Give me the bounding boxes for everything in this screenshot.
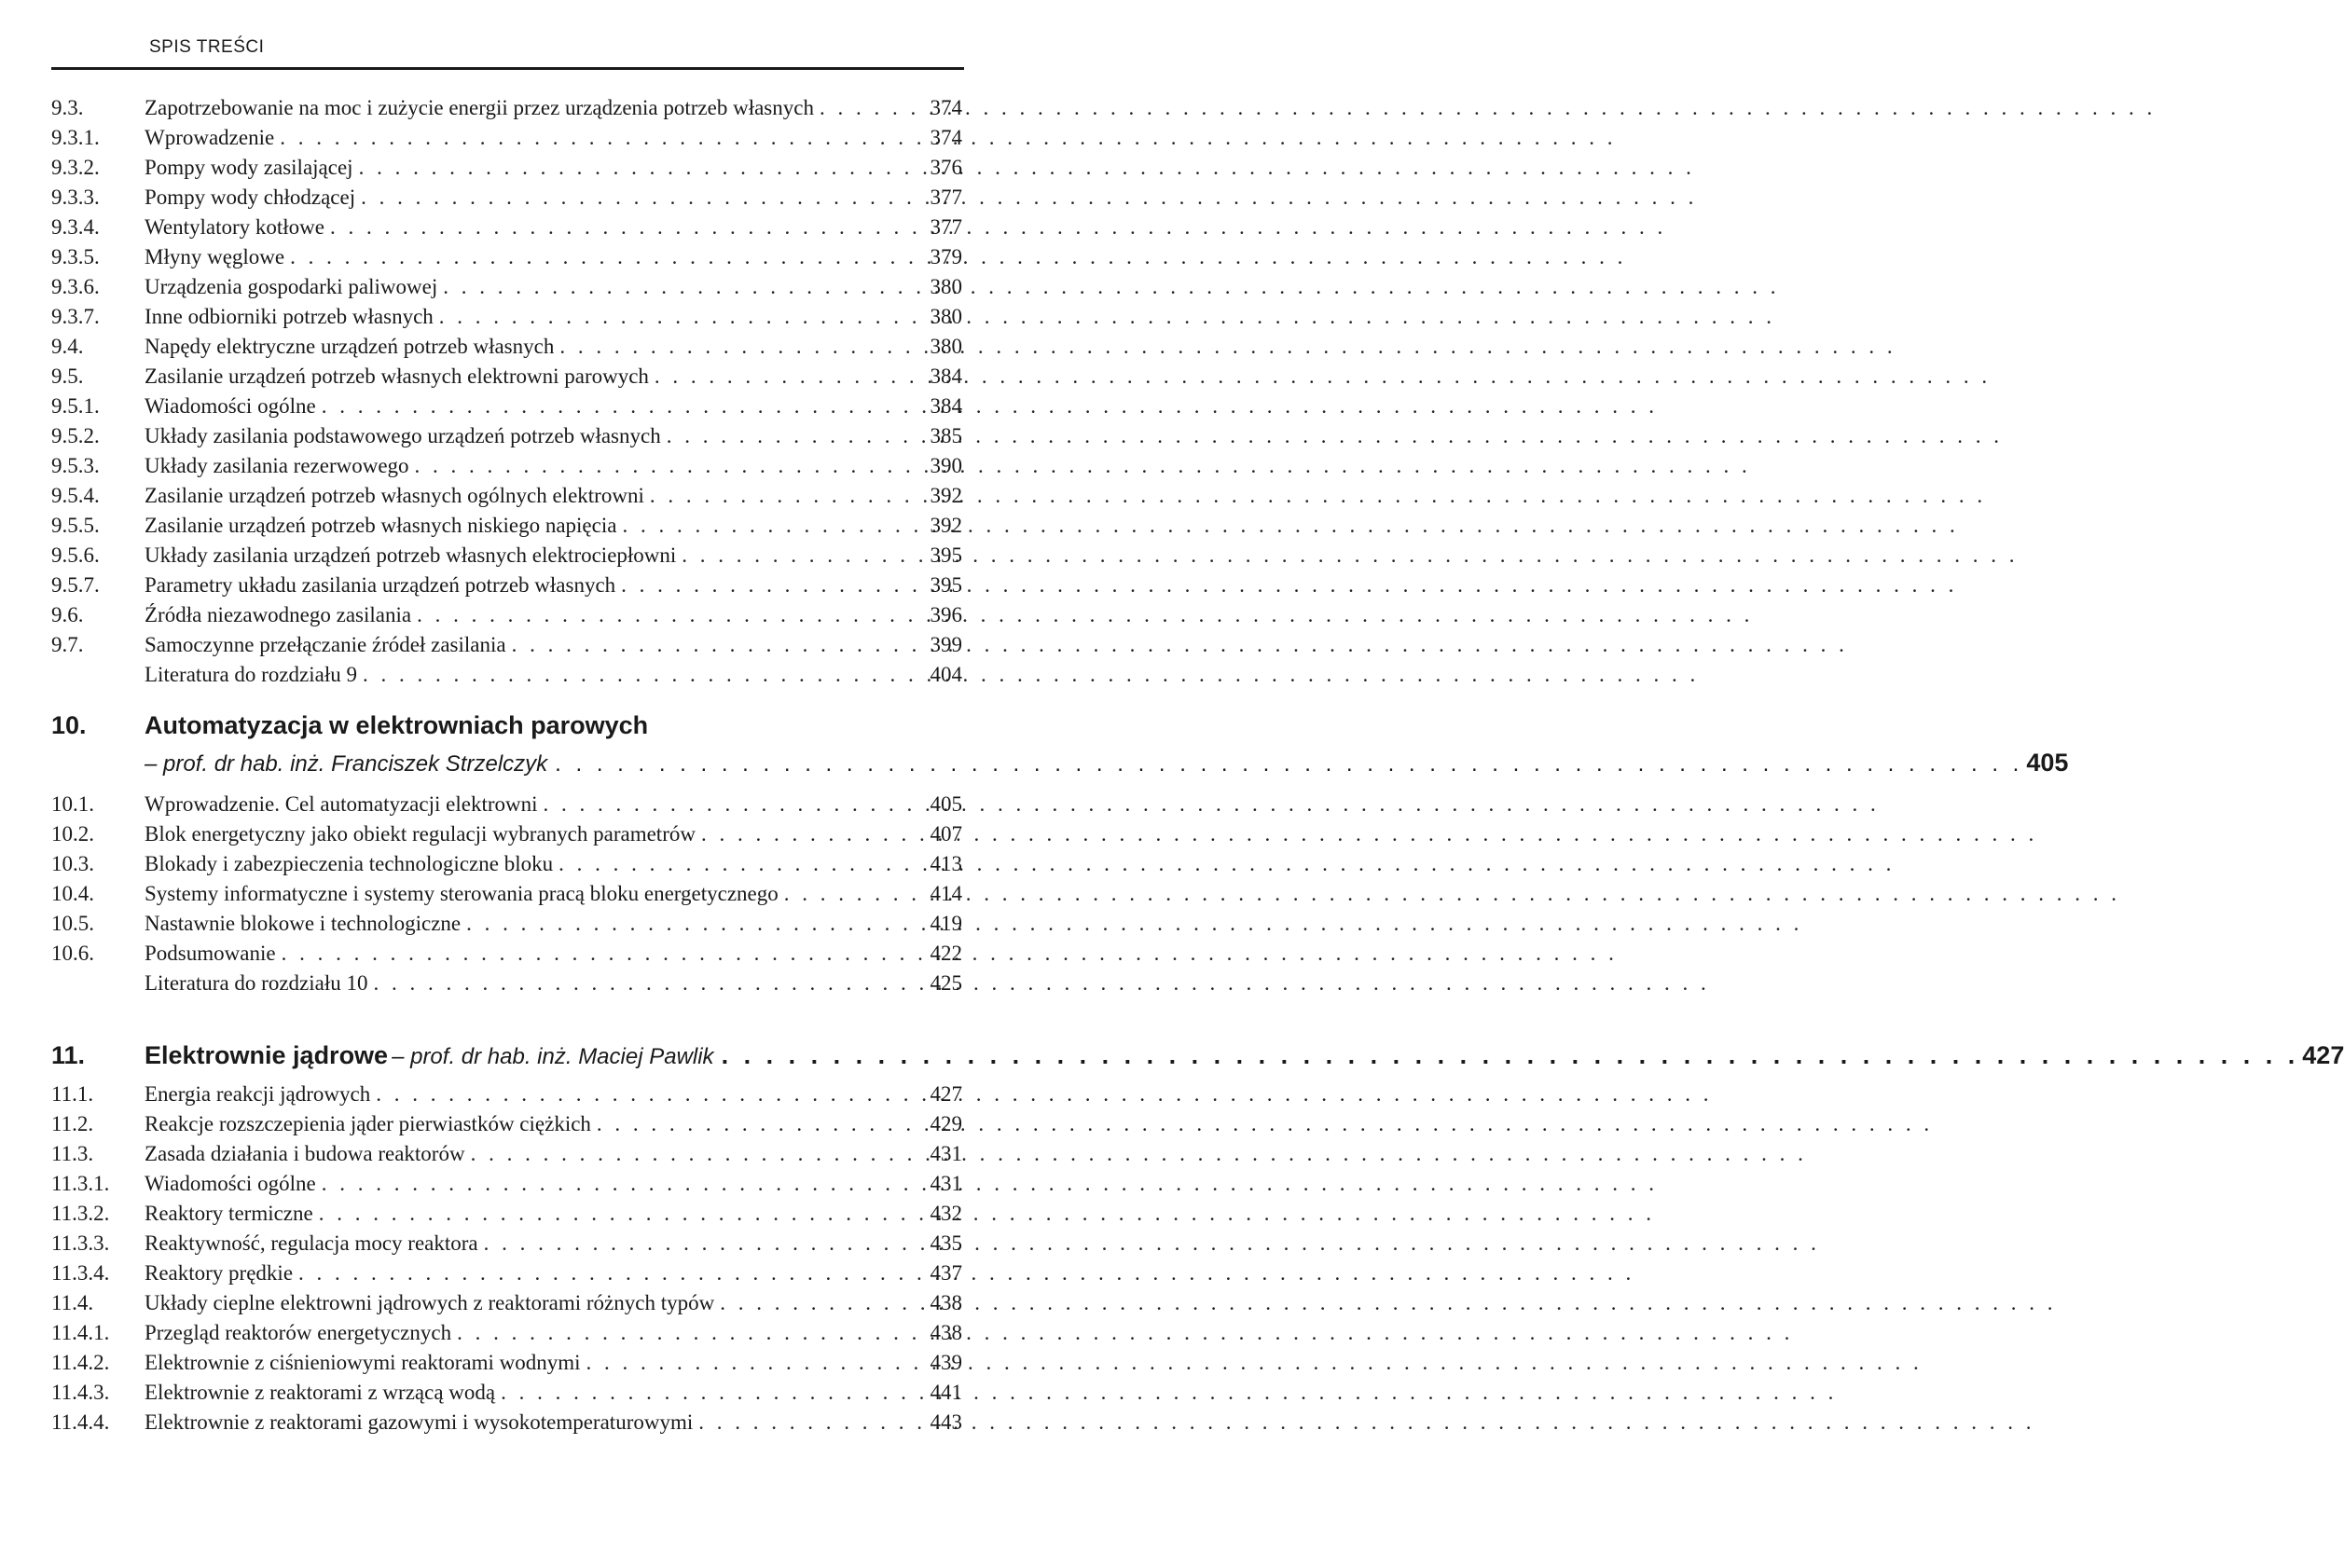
toc-entry <box>51 511 962 541</box>
dot-leader <box>784 879 919 909</box>
entry-title: Systemy informatyczne i systemy sterowania pracą bloku energetycznego <box>145 882 779 905</box>
entry-page-number: 380 <box>930 335 962 358</box>
entry-title: Urządzenia gospodarki paliwowej <box>145 275 438 298</box>
entry-page-number: 438 <box>930 1321 962 1344</box>
dot-leader <box>330 213 919 242</box>
entry-number: 10.5. <box>51 912 94 935</box>
dot-leader <box>701 819 919 849</box>
dot-leader <box>443 272 919 302</box>
toc-entry <box>51 1169 962 1199</box>
entry-title: Blok energetyczny jako obiekt regulacji wybranych parametrów <box>145 822 696 846</box>
entry-page-number: 395 <box>930 573 962 597</box>
dot-leader <box>466 909 919 939</box>
toc-entry <box>51 93 962 123</box>
dot-leader <box>698 1408 919 1437</box>
toc-block-chapter-9 <box>51 93 962 690</box>
entry-title: Wentylatory kotłowe <box>145 215 324 239</box>
entry-title: Energia reakcji jądrowych <box>145 1082 371 1106</box>
dot-leader <box>280 123 919 153</box>
entry-page-number: 431 <box>930 1142 962 1165</box>
entry-number: 11.4. <box>51 1291 94 1314</box>
chapter-number: 11. <box>51 1041 86 1069</box>
toc-entry <box>51 451 962 481</box>
toc-entry <box>51 909 962 939</box>
toc-entry <box>51 242 962 272</box>
entry-page-number: 404 <box>930 663 962 686</box>
dot-leader <box>322 1169 919 1199</box>
dot-leader <box>361 183 919 213</box>
dot-leader <box>586 1348 919 1378</box>
entry-title: Inne odbiorniki potrzeb własnych <box>145 305 434 328</box>
toc-entry <box>51 1259 962 1288</box>
entry-title: Reaktory prędkie <box>145 1261 294 1285</box>
toc-entry <box>51 123 962 153</box>
chapter-heading-10 <box>51 707 2069 781</box>
dot-leader <box>471 1139 919 1169</box>
entry-title: Przegląd reaktorów energetycznych <box>145 1321 452 1344</box>
entry-number: 11.3.4. <box>51 1261 110 1285</box>
toc-block-chapter-11 <box>51 1080 962 1437</box>
entry-number: 9.4. <box>51 335 84 358</box>
entry-number: 11.3. <box>51 1142 94 1165</box>
entry-page-number: 395 <box>930 543 962 567</box>
entry-page-number: 441 <box>930 1381 962 1404</box>
chapter-author: – prof. dr hab. inż. Maciej Pawlik <box>392 1044 714 1069</box>
entry-title: Elektrownie z reaktorami z wrzącą wodą <box>145 1381 496 1404</box>
entry-title: Blokady i zabezpieczenia technologiczne bloku <box>145 852 554 875</box>
dot-leader <box>682 541 919 571</box>
dot-leader <box>650 481 919 511</box>
toc-entry <box>51 1318 962 1348</box>
entry-title: Literatura do rozdziału 10 <box>145 971 368 995</box>
entry-page-number: 399 <box>930 633 962 656</box>
entry-title: Pompy wody zasilającej <box>145 156 353 179</box>
entry-number: 11.3.2. <box>51 1202 110 1225</box>
chapter-title: Elektrownie jądrowe <box>145 1041 389 1069</box>
entry-page-number: 422 <box>930 942 962 965</box>
toc-entry <box>51 183 962 213</box>
entry-page-number: 432 <box>930 1202 962 1225</box>
toc-entry <box>51 849 962 879</box>
entry-title: Wiadomości ogólne <box>145 1172 316 1195</box>
entry-title: Zasada działania i budowa reaktorów <box>145 1142 465 1165</box>
chapter-title: Automatyzacja w elektrowniach parowych <box>145 711 649 739</box>
entry-page-number: 443 <box>930 1410 962 1434</box>
entry-page-number: 439 <box>930 1351 962 1374</box>
dot-leader <box>290 242 919 272</box>
entry-page-number: 407 <box>930 822 962 846</box>
toc-entry <box>51 969 962 998</box>
chapter-page-number: 405 <box>2026 749 2069 777</box>
entry-number: 11.4.3. <box>51 1381 110 1404</box>
entry-page-number: 380 <box>930 305 962 328</box>
entry-title: Reaktory termiczne <box>145 1202 313 1225</box>
entry-page-number: 427 <box>930 1082 962 1106</box>
toc-entry <box>51 1408 962 1437</box>
entry-page-number: 384 <box>930 394 962 418</box>
toc-entry <box>51 153 962 183</box>
entry-page-number: 429 <box>930 1112 962 1135</box>
entry-number: 9.3.5. <box>51 245 100 268</box>
dot-leader <box>359 153 919 183</box>
toc-entry <box>51 1199 962 1229</box>
entry-number: 10.2. <box>51 822 94 846</box>
chapter-page-number: 427 <box>2302 1041 2344 1069</box>
entry-number: 11.4.2. <box>51 1351 110 1374</box>
entry-page-number: 419 <box>930 912 962 935</box>
entry-title: Pompy wody chłodzącej <box>145 186 356 209</box>
entry-number: 9.5.7. <box>51 573 100 597</box>
dot-leader <box>722 1037 2296 1074</box>
entry-page-number: 385 <box>930 424 962 447</box>
toc-entry <box>51 1378 962 1408</box>
entry-number: 9.7. <box>51 633 84 656</box>
toc-entry <box>51 1139 962 1169</box>
entry-number: 9.5.4. <box>51 484 100 507</box>
dot-leader <box>558 849 919 879</box>
dot-leader <box>439 302 919 332</box>
entry-number: 11.1. <box>51 1082 94 1106</box>
entry-number: 9.5.1. <box>51 394 100 418</box>
entry-page-number: 435 <box>930 1231 962 1255</box>
entry-number: 9.3.1. <box>51 126 100 149</box>
entry-page-number: 376 <box>930 156 962 179</box>
entry-number: 9.5.5. <box>51 514 100 537</box>
entry-number: 9.5.3. <box>51 454 100 477</box>
toc-entry <box>51 600 962 630</box>
entry-number: 9.3.4. <box>51 215 100 239</box>
entry-title: Elektrownie z reaktorami gazowymi i wysokotemperaturowymi <box>145 1410 694 1434</box>
entry-title: Układy zasilania podstawowego urządzeń potrzeb własnych <box>145 424 661 447</box>
toc-entry <box>51 571 962 600</box>
toc-entry <box>51 790 962 819</box>
dot-leader <box>512 630 919 660</box>
toc-entry <box>51 1229 962 1259</box>
entry-page-number: 374 <box>930 96 962 119</box>
entry-page-number: 384 <box>930 364 962 388</box>
entry-page-number: 438 <box>930 1291 962 1314</box>
entry-number: 11.3.1. <box>51 1172 110 1195</box>
dot-leader <box>667 421 919 451</box>
entry-number: 9.3.3. <box>51 186 100 209</box>
dot-leader <box>544 790 920 819</box>
dot-leader <box>322 392 919 421</box>
toc-entry <box>51 660 962 690</box>
dot-leader <box>655 362 919 392</box>
dot-leader <box>457 1318 919 1348</box>
entry-number: 10.1. <box>51 792 94 816</box>
entry-number: 9.6. <box>51 603 84 626</box>
entry-page-number: 414 <box>930 882 962 905</box>
dot-leader <box>298 1259 919 1288</box>
entry-title: Wiadomości ogólne <box>145 394 316 418</box>
toc-entry <box>51 879 962 909</box>
entry-number: 9.3.2. <box>51 156 100 179</box>
entry-title: Reakcje rozszczepienia jąder pierwiastków ciężkich <box>145 1112 591 1135</box>
entry-title: Elektrownie z ciśnieniowymi reaktorami wodnymi <box>145 1351 581 1374</box>
entry-title: Układy cieplne elektrowni jądrowych z reaktorami różnych typów <box>145 1291 715 1314</box>
entry-page-number: 413 <box>930 852 962 875</box>
entry-page-number: 405 <box>930 792 962 816</box>
entry-title: Napędy elektryczne urządzeń potrzeb własnych <box>145 335 555 358</box>
entry-page-number: 431 <box>930 1172 962 1195</box>
entry-title: Źródła niezawodnego zasilania <box>145 603 412 626</box>
toc-block-chapter-10 <box>51 790 962 998</box>
entry-title: Zasilanie urządzeń potrzeb własnych elektrowni parowych <box>145 364 649 388</box>
toc-entry <box>51 1109 962 1139</box>
toc-entry <box>51 481 962 511</box>
dot-leader <box>415 451 919 481</box>
dot-leader <box>363 660 919 690</box>
entry-number: 11.4.4. <box>51 1410 110 1434</box>
entry-number: 9.5. <box>51 364 84 388</box>
dot-leader <box>621 571 919 600</box>
dot-leader <box>282 939 919 969</box>
entry-number: 9.3.6. <box>51 275 100 298</box>
dot-leader <box>373 969 919 998</box>
entry-title: Podsumowanie <box>145 942 276 965</box>
toc-entry <box>51 213 962 242</box>
toc-entry <box>51 1288 962 1318</box>
toc-entry <box>51 302 962 332</box>
entry-page-number: 390 <box>930 454 962 477</box>
toc-entry <box>51 819 962 849</box>
chapter-heading-11 <box>51 1037 2344 1074</box>
entry-number: 9.3. <box>51 96 84 119</box>
entry-title: Parametry układu zasilania urządzeń potrzeb własnych <box>145 573 616 597</box>
dot-leader <box>417 600 919 630</box>
entry-number: 11.4.1. <box>51 1321 110 1344</box>
entry-title: Nastawnie blokowe i technologiczne <box>145 912 462 935</box>
dot-leader <box>484 1229 919 1259</box>
entry-page-number: 377 <box>930 186 962 209</box>
entry-page-number: 377 <box>930 215 962 239</box>
entry-title: Wprowadzenie. Cel automatyzacji elektrowni <box>145 792 538 816</box>
entry-title: Młyny węglowe <box>145 245 285 268</box>
entry-title: Literatura do rozdziału 9 <box>145 663 357 686</box>
entry-page-number: 392 <box>930 514 962 537</box>
entry-title: Układy zasilania urządzeń potrzeb własnych elektrociepłowni <box>145 543 677 567</box>
entry-page-number: 396 <box>930 603 962 626</box>
dot-leader <box>319 1199 919 1229</box>
toc-entry <box>51 272 962 302</box>
toc-entry <box>51 541 962 571</box>
entry-number: 11.2. <box>51 1112 94 1135</box>
dot-leader <box>501 1378 919 1408</box>
dot-leader <box>597 1109 919 1139</box>
entry-page-number: 374 <box>930 126 962 149</box>
entry-number: 10.3. <box>51 852 94 875</box>
header-rule <box>51 67 964 70</box>
chapter-number: 10. <box>51 711 87 739</box>
entry-page-number: 437 <box>930 1261 962 1285</box>
dot-leader <box>555 746 2019 783</box>
toc-entry <box>51 332 962 362</box>
toc-entry <box>51 630 962 660</box>
toc-entry <box>51 1348 962 1378</box>
running-head: SPIS TREŚCI <box>149 37 265 57</box>
entry-title: Samoczynne przełączanie źródeł zasilania <box>145 633 506 656</box>
dot-leader <box>622 511 919 541</box>
entry-page-number: 380 <box>930 275 962 298</box>
entry-page-number: 425 <box>930 971 962 995</box>
entry-number: 9.3.7. <box>51 305 100 328</box>
entry-title: Zasilanie urządzeń potrzeb własnych niskiego napięcia <box>145 514 617 537</box>
entry-title: Reaktywność, regulacja mocy reaktora <box>145 1231 478 1255</box>
entry-number: 10.4. <box>51 882 94 905</box>
entry-page-number: 379 <box>930 245 962 268</box>
toc-entry <box>51 939 962 969</box>
entry-title: Zapotrzebowanie na moc i zużycie energii przez urządzenia potrzeb własnych <box>145 96 814 119</box>
entry-title: Wprowadzenie <box>145 126 275 149</box>
dot-leader <box>376 1080 919 1109</box>
toc-entry <box>51 421 962 451</box>
dot-leader <box>559 332 919 362</box>
entry-page-number: 392 <box>930 484 962 507</box>
entry-number: 9.5.6. <box>51 543 100 567</box>
dot-leader <box>820 93 919 123</box>
entry-title: Układy zasilania rezerwowego <box>145 454 409 477</box>
entry-number: 10.6. <box>51 942 94 965</box>
entry-number: 11.3.3. <box>51 1231 110 1255</box>
toc-entry <box>51 362 962 392</box>
toc-entry <box>51 1080 962 1109</box>
entry-number: 9.5.2. <box>51 424 100 447</box>
chapter-author: – prof. dr hab. inż. Franciszek Strzelczyk <box>145 751 548 777</box>
toc-entry <box>51 392 962 421</box>
entry-title: Zasilanie urządzeń potrzeb własnych ogólnych elektrowni <box>145 484 644 507</box>
dot-leader <box>720 1288 919 1318</box>
